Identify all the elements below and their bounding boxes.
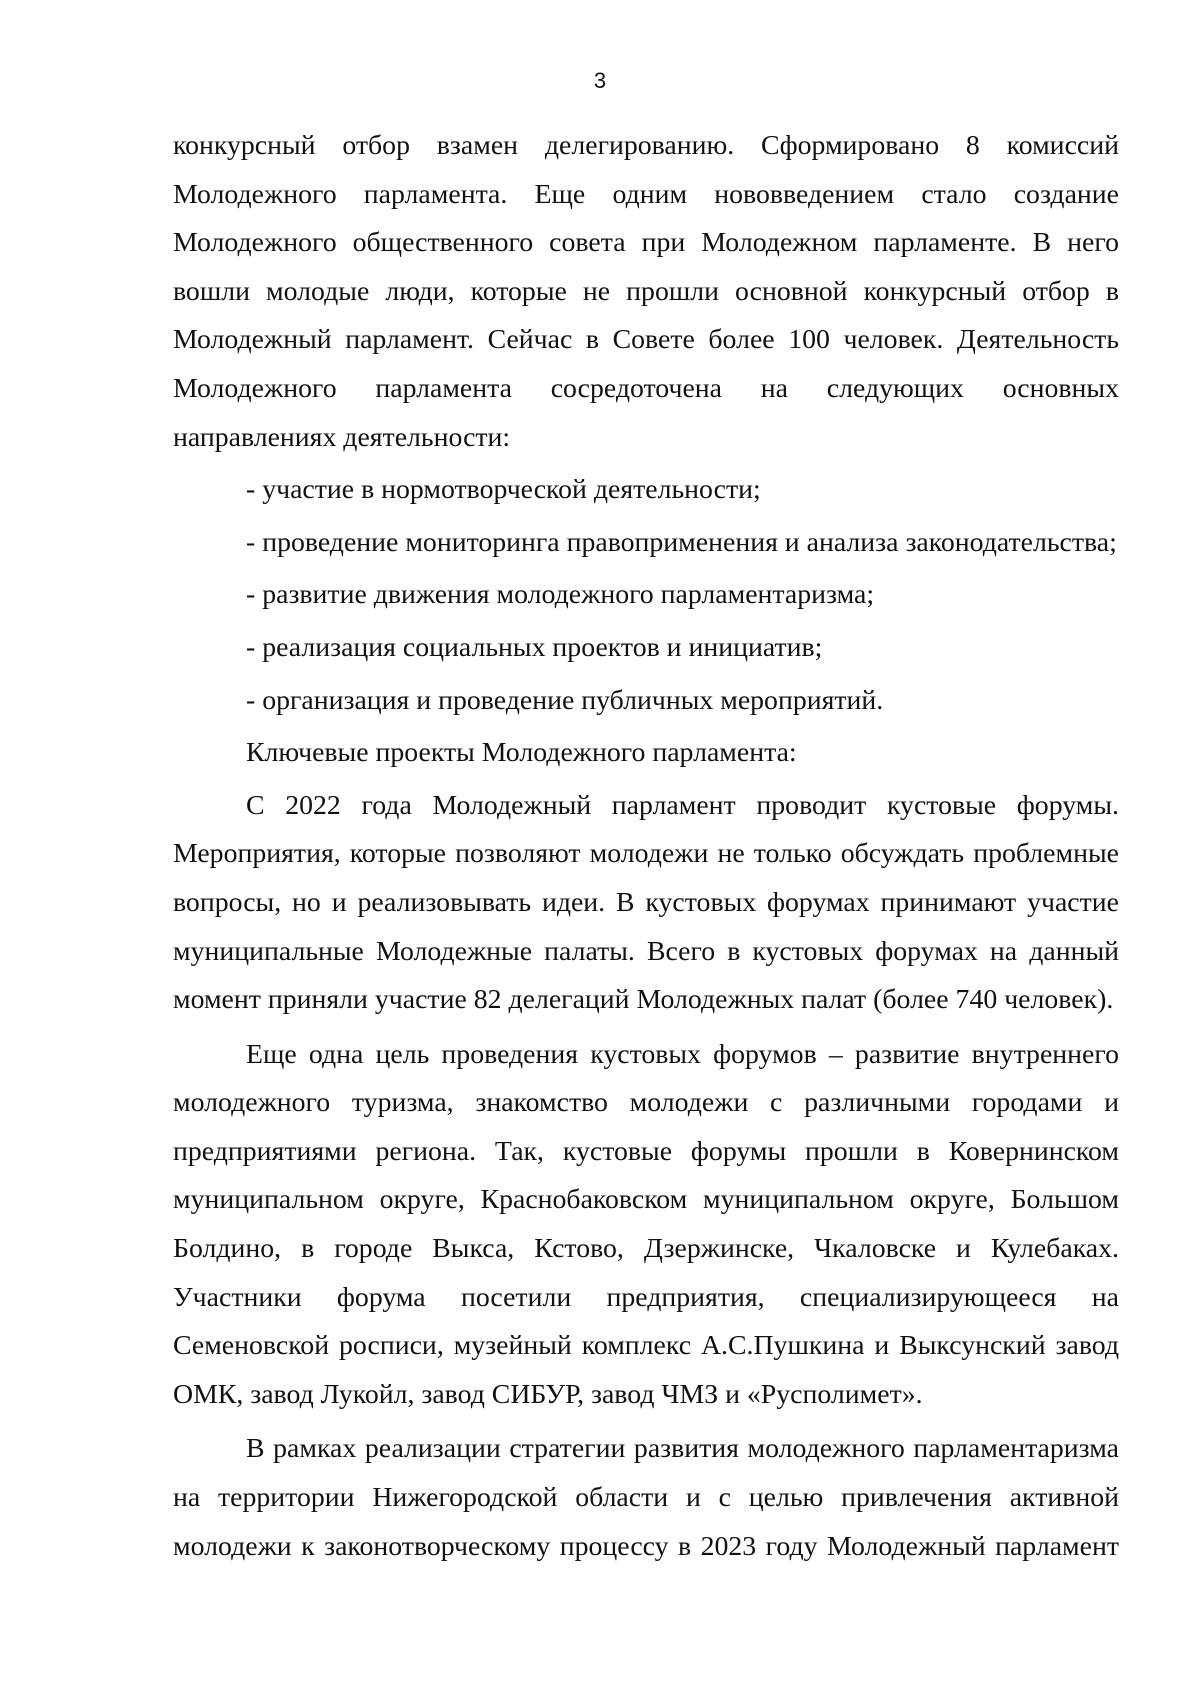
paragraph-commissions: конкурсный отбор взамен делегированию. Сформировано 8 комиссий Молодежного парламента. Еще одним нововведением стало создание Молодежного общественного совета при Молодежном парламенте. В него вошли молодые люди, которые не прошли основной конкурсный отбор в Молодежный парламент. Сейчас в Совете более 100 человек. Деятельность Молодежного парламента сосредоточена на следующих основных направлениях деятельности: [173,130,1119,453]
list-item-lawmaking: - участие в нормотворческой деятельности; [246,474,761,506]
document-body [173,122,1119,1571]
list-item-social-projects: - реализация социальных проектов и инициатив; [246,631,823,663]
list-item-monitoring: - проведение мониторинга правоприменения и анализа законодательства; [246,526,1117,558]
list-item-public-events: - организация и проведение публичных мероприятий. [246,684,884,716]
paragraph-strategy: В рамках реализации стратегии развития молодежного парламентаризма на территории Нижегородской области и с целью привлечения активной молодежи к законотворческому процессу в 2023 году Молодежный парламент [173,1433,1119,1562]
paragraph-forums-2022: С 2022 года Молодежный парламент проводит кустовые форумы. Мероприятия, которые позволяют молодежи не только обсуждать проблемные вопросы, но и реализовывать идеи. В кустовых форумах принимают участие муниципальные Молодежные палаты. Всего в кустовых форумах на данный момент приняли участие 82 делегаций Молодежных палат (более 740 человек). [173,789,1119,1016]
paragraph-forums-goal: Еще одна цель проведения кустовых форумов – развитие внутреннего молодежного туризма, знакомство молодежи с различными городами и предприятиями региона. Так, кустовые форумы прошли в Ковернинском муниципальном округе, Краснобаковском муниципальном округе, Большом Болдино, в городе Выкса, Кстово, Дзержинске, Чкаловске и Кулебаках. Участники форума посетили предприятия, специализирующееся на Семеновской росписи, музейный комплекс А.С.Пушкина и Выксунский завод ОМК, завод Лукойл, завод СИБУР, завод ЧМЗ и «Русполимет». [173,1038,1119,1410]
page-number: 3 [593,68,607,93]
list-item-parliamentarism: - развитие движения молодежного парламентаризма; [246,579,875,611]
paragraph-key-projects: Ключевые проекты Молодежного парламента: [246,737,797,769]
